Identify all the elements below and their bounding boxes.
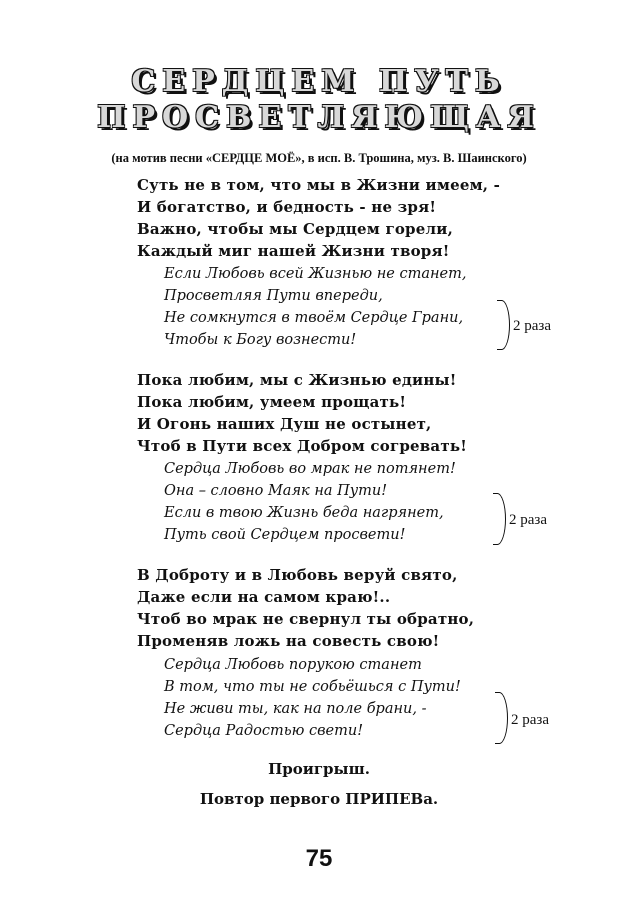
chorus-1: [164, 263, 466, 351]
verse-2: [137, 369, 467, 457]
chorus-line: Сердца Радостью свети!: [164, 723, 364, 739]
page-number: 75: [305, 845, 333, 872]
chorus-3: [164, 654, 461, 742]
verse-line: И богатство, и бедность - не зря!: [137, 198, 437, 216]
chorus-line: Не живи ты, как на поле брани, -: [164, 701, 427, 717]
verse-3: [137, 564, 474, 652]
repeat-brace: [495, 692, 508, 744]
verse-line: Чтоб во мрак не свернул ты обратно,: [137, 610, 475, 628]
verse-line: Даже если на самом краю!..: [137, 588, 391, 606]
chorus-line: В том, что ты не собьёшься с Пути!: [164, 679, 461, 695]
chorus-line: Просветляя Пути впереди,: [164, 288, 383, 304]
chorus-line: Сердца Любовь порукою станет: [164, 657, 422, 673]
subtitle: (на мотив песни «СЕРДЦЕ МОЁ», в исп. В. Трошина, муз. В. Шаинского): [111, 151, 527, 165]
interlude-note: Проигрыш.: [268, 760, 370, 778]
repeat-label: 2 раза: [513, 318, 551, 334]
repeat-brace: [497, 300, 510, 350]
verse-line: Важно, чтобы мы Сердцем горели,: [137, 220, 453, 238]
chorus-line: Не сомкнутся в твоём Сердце Грани,: [164, 310, 464, 326]
verse-line: В Доброту и в Любовь веруй свято,: [137, 566, 458, 584]
chorus-line: Сердца Любовь во мрак не потянет!: [164, 461, 456, 477]
verse-1: [137, 174, 500, 262]
chorus-line: Чтобы к Богу вознести!: [164, 332, 357, 348]
verse-line: Пока любим, мы с Жизнью едины!: [137, 371, 457, 389]
repeat-brace: [493, 493, 506, 545]
verse-line: Каждый миг нашей Жизни творя!: [137, 242, 450, 260]
verse-line: Пока любим, умеем прощать!: [137, 393, 407, 411]
title-line-1: СЕРДЦЕМ ПУТЬ: [131, 64, 507, 99]
chorus-line: Путь свой Сердцем просвети!: [164, 527, 406, 543]
verse-line: Променяв ложь на совесть свою!: [137, 632, 440, 650]
repeat-label: 2 раза: [511, 712, 549, 728]
chorus-line: Если в твою Жизнь беда нагрянет,: [164, 505, 444, 521]
verse-line: Чтоб в Пути всех Добром согревать!: [137, 437, 467, 455]
verse-line: Суть не в том, что мы в Жизни имеем, -: [137, 176, 501, 194]
repeat-chorus-note: Повтор первого ПРИПЕВа.: [199, 790, 439, 808]
chorus-line: Если Любовь всей Жизнью не станет,: [164, 266, 467, 282]
repeat-label: 2 раза: [509, 512, 547, 528]
title-line-2: ПРОСВЕТЛЯЮЩАЯ: [97, 100, 541, 135]
chorus-line: Она – словно Маяк на Пути!: [164, 483, 388, 499]
chorus-2: [164, 458, 456, 546]
verse-line: И Огонь наших Душ не остынет,: [137, 415, 432, 433]
